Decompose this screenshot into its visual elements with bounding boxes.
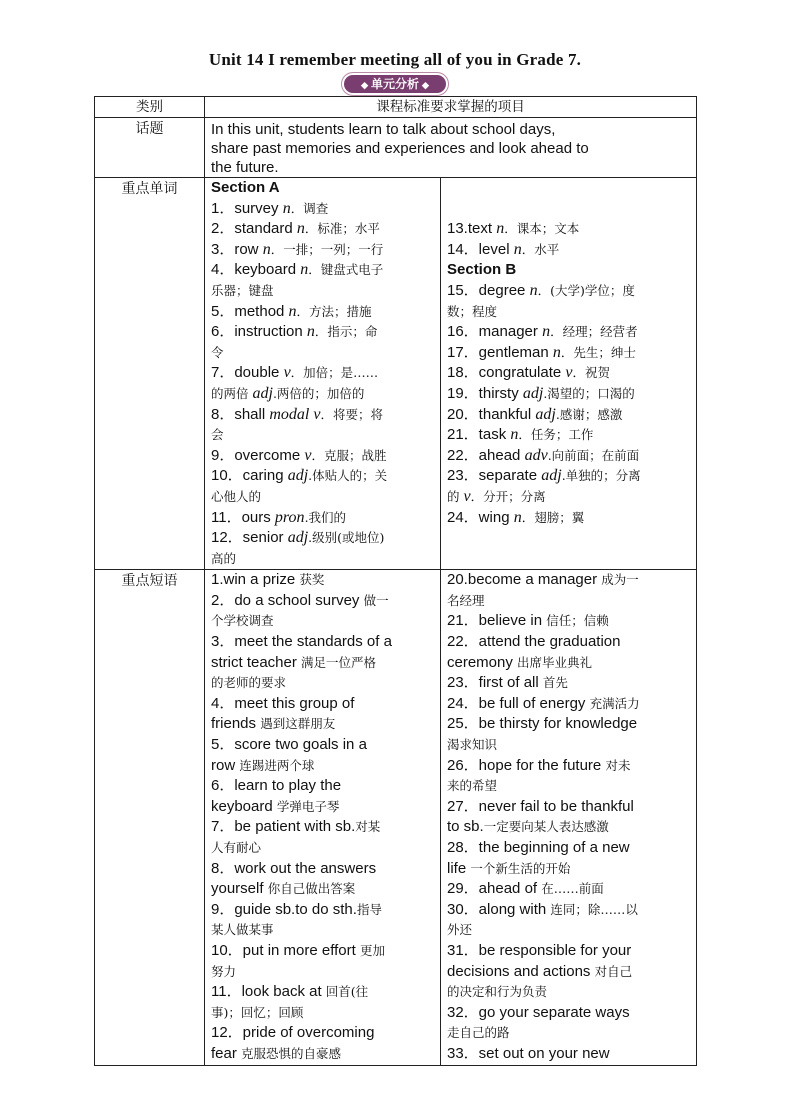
entry-line [211,302,436,323]
entry-text: .我们的 [304,509,347,525]
entry-text: 一定要向某人表达感激 [483,819,609,835]
header-category: 类别 [95,97,205,118]
entry-line [211,756,436,777]
entry-line [211,941,436,962]
entry-line [211,838,436,859]
entry-text: n [510,426,519,444]
entry-text: 5．method [211,302,289,320]
entry-line [211,281,436,302]
entry-text: ．经理；经营者 [550,324,638,340]
topic-row [95,118,697,178]
entry-line: Section A [211,179,280,196]
entry-text: n [513,508,522,526]
entry-text: ．键盘式电子 [308,262,384,278]
entry-text: 的两倍 [211,385,253,401]
entry-text: adj [252,384,273,402]
entry-text: 的 [447,488,464,504]
entry-text: adv [524,446,548,464]
entry-line [211,694,436,715]
entry-text: 遇到这群朋友 [260,716,336,732]
entry-line [211,570,436,591]
entry-text: ．指示；命 [314,324,378,340]
entry-line [447,363,692,384]
entry-line [211,425,436,446]
entry-line [447,817,692,838]
topic-cell [205,118,697,178]
entry-text: 心他人的 [211,488,262,504]
entry-line [447,611,692,632]
header-items: 课程标准要求掌握的项目 [205,97,697,118]
entry-line [211,653,436,674]
entry-text: adj [287,467,309,485]
entry-line [447,219,692,240]
entry-text: 4．keyboard [211,261,301,279]
entry-line [447,920,692,941]
entry-text: 21．believe in [447,612,547,630]
entry-line [447,240,692,261]
entry-text: 首先 [542,675,568,691]
entry-text: ．(大学)学位；度 [537,282,635,298]
entry-text: 19．thirsty [447,384,523,402]
entry-text: adj [522,384,544,402]
entry-text: n [529,281,538,299]
entry-text: 出席毕业典礼 [517,654,593,670]
entry-line [211,466,436,487]
entry-line [447,384,692,405]
entry-line [447,1044,692,1065]
entry-text: .体贴人的；关 [308,468,388,484]
entry-text: 27．never fail to be thankful [447,797,634,815]
entry-text: n [288,302,297,320]
entry-text: 20．thankful [447,405,536,423]
entry-line [447,756,692,777]
entry-line [211,817,436,838]
entry-text: 5．score two goals in a [211,736,367,754]
entry-line [447,343,692,364]
entry-line: Section B [447,261,517,279]
entry-text: friends [211,715,261,733]
entry-line [211,962,436,983]
entry-text: v [283,364,291,382]
entry-text: 9．guide sb.to do sth. [211,900,357,918]
entry-line [447,982,692,1003]
entry-text: 7．be patient with sb. [211,818,356,836]
entry-line [211,549,436,570]
entry-text: 14．level [447,240,514,258]
badge-label: 单元分析 [370,77,419,91]
entry-line [211,735,436,756]
entry-text: 13.text [447,220,497,238]
entry-text: ．水平 [521,241,560,257]
entry-text: 渴求知识 [447,737,498,753]
entry-line [211,343,436,364]
entry-text: 17．gentleman [447,343,553,361]
entry-text: 名经理 [447,592,485,608]
entry-line [447,487,692,508]
entry-text: 对自己 [594,963,633,979]
entry-text: 12．pride of overcoming [211,1024,375,1042]
entry-text: n [282,199,291,217]
entry-text: 2．standard [211,220,297,238]
entry-line [447,900,692,921]
entry-text: 31．be responsible for your [447,941,632,959]
entry-text: modal v [269,405,321,423]
entry-text: ．标准；水平 [304,221,380,237]
entry-text: 克服恐惧的自豪感 [241,1045,342,1061]
entry-text: 15．degree [447,281,530,299]
entry-text: 10．put in more effort [211,941,360,959]
entry-text: adj [287,529,309,547]
entry-line [211,611,436,632]
entry-text: 更加 [359,942,385,958]
entry-line [211,260,436,281]
entry-text: 会 [211,427,224,443]
entry-line [447,466,692,487]
entry-text: .两倍的；加倍的 [272,385,365,401]
entry-text: 人有耐心 [211,840,262,855]
entry-line [211,591,436,612]
entry-text: v [463,487,471,505]
entry-text: 23．first of all [447,674,543,692]
entry-text: 9．overcome [211,446,305,464]
entry-text: n [496,220,505,238]
entry-text: 信任；信赖 [546,613,609,629]
entry-text: 11．ours [211,508,275,526]
entry-text: 成为一 [601,572,639,588]
entry-text: 满足一位严格 [301,654,377,670]
entry-text: ．翅膀；翼 [521,509,585,525]
entry-text: n [300,261,309,279]
entry-text: adj [535,405,556,423]
entry-text: 连同；除……以 [550,901,638,917]
entry-text: 一个新生活的开始 [470,860,571,876]
entry-text: 学弹电子琴 [276,798,340,814]
entry-line [447,178,692,199]
entry-text: n [306,323,315,341]
unit-analysis-badge [344,75,446,93]
entry-text: 个学校调查 [211,613,274,629]
diamond-icon: ◆ [361,80,368,90]
entry-text: 事)；回忆；回顾 [211,1004,304,1020]
entry-text: 3．meet the standards of a [211,633,392,651]
entry-text: 22．attend the graduation [447,633,621,651]
entry-line [211,487,436,508]
phrase-right-col [441,570,697,1065]
entry-text: .向前面；在前面 [547,447,640,463]
entry-line [211,714,436,735]
entry-line [447,859,692,880]
entry-text: pron [274,508,305,526]
entry-line [211,879,436,900]
entry-text: 乐器；键盘 [211,282,274,298]
entry-text: 26．hope for the future [447,756,606,774]
entry-text: ．任务；工作 [518,427,594,443]
entry-text: 充满活力 [589,695,640,711]
entry-text: ．一排；一列；一行 [270,241,384,257]
entry-line [211,363,436,384]
entry-line [211,632,436,653]
vocab-left-col [205,178,441,570]
entry-line [447,405,692,426]
entry-text: yourself [211,880,268,898]
entry-text: 获奖 [299,572,325,588]
entry-line [211,384,436,405]
entry-text: ．将要；将 [320,406,383,422]
entry-text: 对某 [355,819,381,835]
entry-text: 33．set out on your new [447,1044,610,1062]
entry-text: 4．meet this group of [211,694,355,712]
diamond-icon: ◆ [422,80,429,90]
entry-line [447,735,692,756]
entry-text: fear [211,1044,242,1062]
entry-text: ceremony [447,653,518,671]
entry-text: 回首(往 [325,984,369,1000]
header-row [95,97,697,118]
entry-text: strict teacher [211,653,302,671]
entry-text: 21．task [447,426,511,444]
entry-line [211,859,436,880]
entry-text: adj [541,467,562,485]
entry-text: n [262,240,271,258]
entry-line [447,425,692,446]
entry-line [211,1044,436,1065]
entry-line [447,1023,692,1044]
entry-text: n [296,220,305,238]
entry-text: 做一 [363,592,389,608]
entry-line [447,322,692,343]
entry-text: 20.become a manager [447,571,602,589]
entry-line [211,199,436,220]
entry-line [447,1003,692,1024]
entry-text: 令 [211,344,224,360]
entry-text: decisions and actions [447,962,595,980]
entry-text: v [304,446,312,464]
entry-line [447,673,692,694]
entry-line [447,653,692,674]
entry-text: 数；程度 [447,303,498,319]
entry-line [211,982,436,1003]
entry-line [211,219,436,240]
syllabus-table [94,96,697,1066]
entry-text: 23．separate [447,467,542,485]
entry-line [211,528,436,549]
entry-line [447,446,692,467]
entry-text: 在……前面 [541,881,604,897]
entry-text: life [447,859,471,877]
entry-text: n [513,240,522,258]
phrase-left-col [205,570,441,1065]
entry-line [211,920,436,941]
entry-line [211,673,436,694]
entry-text: 28．the beginning of a new [447,839,630,856]
entry-text: .级别(或地位) [308,530,385,546]
entry-text: 2．do a school survey [211,591,364,609]
entry-line [211,240,436,261]
entry-line [447,632,692,653]
entry-line [211,1023,436,1044]
entry-text: ．加倍；是…… [290,365,379,381]
topic-label: 话题 [95,118,205,178]
entry-line [211,1003,436,1024]
entry-text: 16．manager [447,323,543,341]
entry-text: 18．congratulate [447,364,566,382]
entry-text: 指导 [356,901,382,917]
entry-text: ．先生；绅士 [560,344,636,360]
entry-line [447,591,692,612]
entry-text: to sb. [447,818,484,836]
entry-text: 高的 [211,550,237,566]
entry-text: 连踢进两个球 [239,757,315,773]
entry-text: 10．caring [211,467,288,485]
entry-line [211,776,436,797]
entry-text: n [542,323,551,341]
phrase-row [95,570,697,1065]
entry-text: 8．shall [211,405,270,423]
entry-line [447,941,692,962]
entry-text: 24．be full of energy [447,694,590,712]
entry-text: ．祝贺 [572,365,611,381]
entry-text: ．克服；战胜 [311,447,387,463]
entry-text: 外还 [447,922,473,938]
page-title: Unit 14 I remember meeting all of you in Grade 7. [208,50,582,69]
entry-line [447,508,692,529]
entry-line [447,199,692,220]
entry-text: 某人做某事 [211,922,274,938]
entry-text: 1．survey [211,199,283,217]
entry-text: 1.win a prize [211,571,300,589]
topic-line: In this unit, students learn to talk about school days, [211,121,556,138]
entry-text: 32．go your separate ways [447,1003,630,1021]
entry-text: .渴望的；口渴的 [543,385,635,401]
entry-text: 你自己做出答案 [267,881,356,897]
entry-text: 走自己的路 [447,1025,510,1041]
entry-text: 25．be thirsty for knowledge [447,715,638,733]
entry-line [211,900,436,921]
entry-text: .单独的；分离 [561,468,641,484]
entry-text: 努力 [211,963,237,979]
vocab-row [95,178,697,570]
entry-text: 的决定和行为负责 [447,984,548,1000]
entry-text: v [565,364,573,382]
entry-text: .感谢；感激 [555,406,623,422]
entry-text: 对未 [605,757,631,773]
entry-text: 30．along with [447,900,551,918]
entry-text: 8．work out the answers [211,859,377,877]
entry-line [447,879,692,900]
entry-text: row [211,756,240,774]
entry-text: 的老师的要求 [211,675,287,691]
entry-line [447,570,692,591]
entry-line [447,838,692,859]
entry-text: 11．look back at [211,983,326,1001]
entry-text: 6．instruction [211,323,307,341]
entry-line [447,776,692,797]
entry-line [211,446,436,467]
entry-text: 来的希望 [447,778,498,794]
entry-text: ．调查 [290,200,329,216]
entry-text: 7．double [211,364,284,382]
entry-text: ．课本；文本 [504,221,580,237]
entry-line [211,797,436,818]
entry-line [211,508,436,529]
vocab-right-col [441,178,697,570]
entry-text: ．分开；分离 [470,488,546,504]
entry-line [447,281,692,302]
entry-text: keyboard [211,797,277,815]
topic-line: share past memories and experiences and look ahead to [211,140,589,157]
entry-text: n [552,343,561,361]
entry-text: 24．wing [447,508,514,526]
entry-text: ．方法；措施 [296,303,372,319]
entry-line [447,962,692,983]
entry-text: 22．ahead [447,446,525,464]
entry-line [211,322,436,343]
entry-line [447,714,692,735]
entry-text: 12．senior [211,529,288,547]
entry-line [447,797,692,818]
entry-line [447,302,692,323]
vocab-label: 重点单词 [95,178,205,570]
entry-text: 3．row [211,240,263,258]
entry-text: 6．learn to play the [211,777,342,795]
phrase-label: 重点短语 [95,570,205,1065]
entry-line [211,405,436,426]
entry-text: 29．ahead of [447,880,542,898]
topic-line: the future. [211,159,279,176]
entry-line [447,694,692,715]
